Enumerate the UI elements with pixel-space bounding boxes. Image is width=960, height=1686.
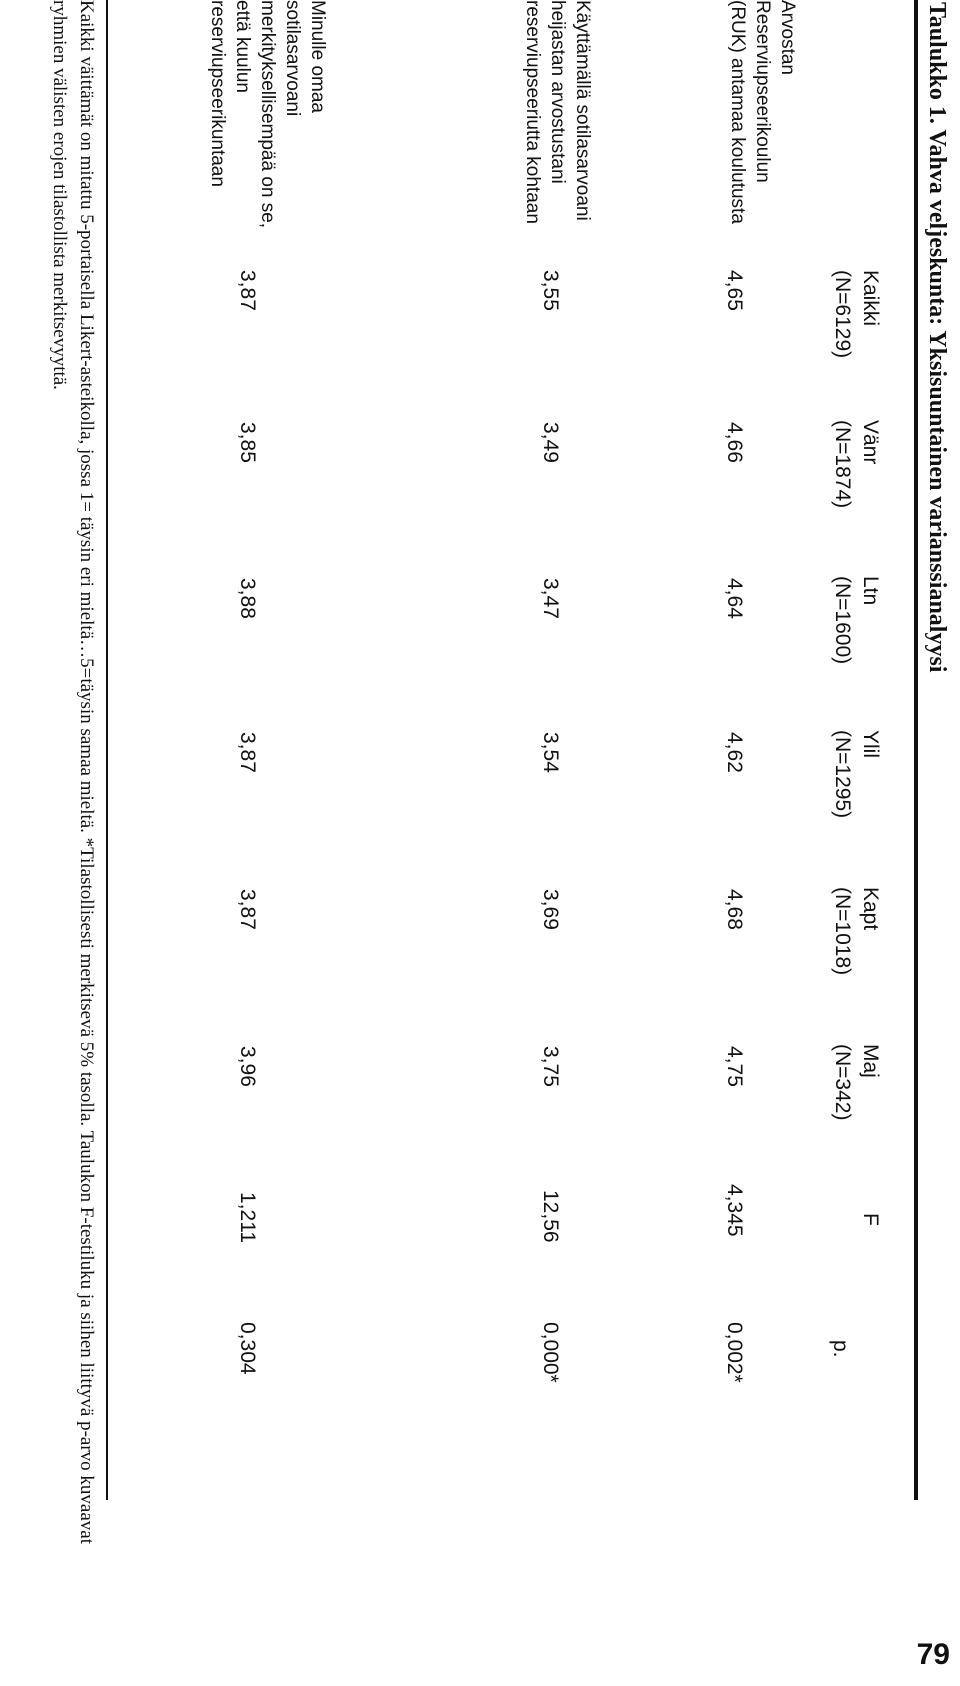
table-bottom-rule bbox=[106, 0, 108, 1500]
table-cell: 3,88 bbox=[236, 578, 259, 619]
column-n: (N=342) bbox=[831, 1044, 854, 1121]
table-cell: 0,000* bbox=[539, 1322, 562, 1383]
column-name: p. bbox=[829, 1340, 852, 1358]
row-label: Käyttämällä sotilasarvoani heijastan arvostustani reserviupseeriutta kohtaan bbox=[522, 0, 593, 224]
table-cell: 3,87 bbox=[236, 889, 259, 930]
column-n: (N=1295) bbox=[831, 730, 854, 819]
column-header bbox=[856, 1213, 884, 1226]
column-name: Vänr bbox=[859, 420, 882, 465]
column-name: F bbox=[859, 1213, 882, 1226]
table-cell: 3,96 bbox=[236, 1046, 259, 1087]
column-name: Kapt bbox=[859, 887, 882, 931]
table-cell: 3,75 bbox=[539, 1046, 562, 1087]
table-cell: 4,64 bbox=[723, 578, 746, 619]
table-cell: 3,85 bbox=[236, 422, 259, 463]
column-header bbox=[828, 270, 884, 358]
table-cell: 4,68 bbox=[723, 889, 746, 930]
column-name: Maj bbox=[859, 1044, 882, 1078]
column-header bbox=[828, 1044, 884, 1120]
table-cell: 1,211 bbox=[236, 1192, 259, 1243]
column-header bbox=[828, 887, 884, 975]
table-cell: 4,65 bbox=[723, 270, 746, 311]
column-name: Ylil bbox=[859, 730, 882, 759]
column-name: Ltn bbox=[859, 576, 882, 606]
table-cell: 12,56 bbox=[539, 1190, 562, 1243]
column-header bbox=[828, 420, 884, 508]
table-cell: 0,002* bbox=[723, 1322, 746, 1383]
row-label: Arvostan Reserviupseerikoulun (RUK) antamaa koulutusta bbox=[727, 0, 798, 224]
table-cell: 3,87 bbox=[236, 270, 259, 311]
table-footnote: Kaikki väittämät on mitattu 5-portaisella Likert-asteikolla, jossa 1= täysin eri mieltä…5=täysin samaa mieltä. *Tilastollisesti merkitsevä 5% tasolla. Taulukon F-testiluku ja siihen liittyvä p-arvo kuvaavat ryhmien välisten erojen tilastollista merkitsevyyttä. bbox=[49, 0, 97, 1545]
table-cell: 4,75 bbox=[723, 1046, 746, 1087]
table-cell: 3,49 bbox=[539, 422, 562, 463]
table-cell: 4,66 bbox=[723, 422, 746, 463]
table-cell: 4,345 bbox=[723, 1184, 746, 1237]
table-cell: 0,304 bbox=[236, 1322, 259, 1375]
table-cell: 3,47 bbox=[539, 578, 562, 619]
table-cell: 3,55 bbox=[539, 270, 562, 311]
page-number: 79 bbox=[916, 1638, 950, 1671]
column-name: Kaikki bbox=[859, 270, 882, 327]
row-label: Minulle omaa sotilasarvoani merkityksellisempää on se, että kuulun reserviupseerikuntaan bbox=[207, 0, 328, 229]
table-top-rule bbox=[914, 0, 918, 1500]
table-cell: 4,62 bbox=[723, 732, 746, 773]
column-n: (N=1874) bbox=[831, 420, 854, 509]
table-caption: Taulukko 1. Vahva veljeskunta: Yksisuuntainen varianssianalyysi bbox=[924, 2, 950, 673]
table-cell: 3,69 bbox=[539, 889, 562, 930]
table-cell: 3,54 bbox=[539, 732, 562, 773]
column-n: (N=1018) bbox=[831, 887, 854, 976]
column-header bbox=[828, 576, 884, 664]
column-header bbox=[828, 730, 884, 818]
column-header bbox=[826, 1340, 854, 1358]
column-n: (N=1600) bbox=[831, 576, 854, 665]
table-cell: 3,87 bbox=[236, 732, 259, 773]
column-n: (N=6129) bbox=[831, 270, 854, 359]
